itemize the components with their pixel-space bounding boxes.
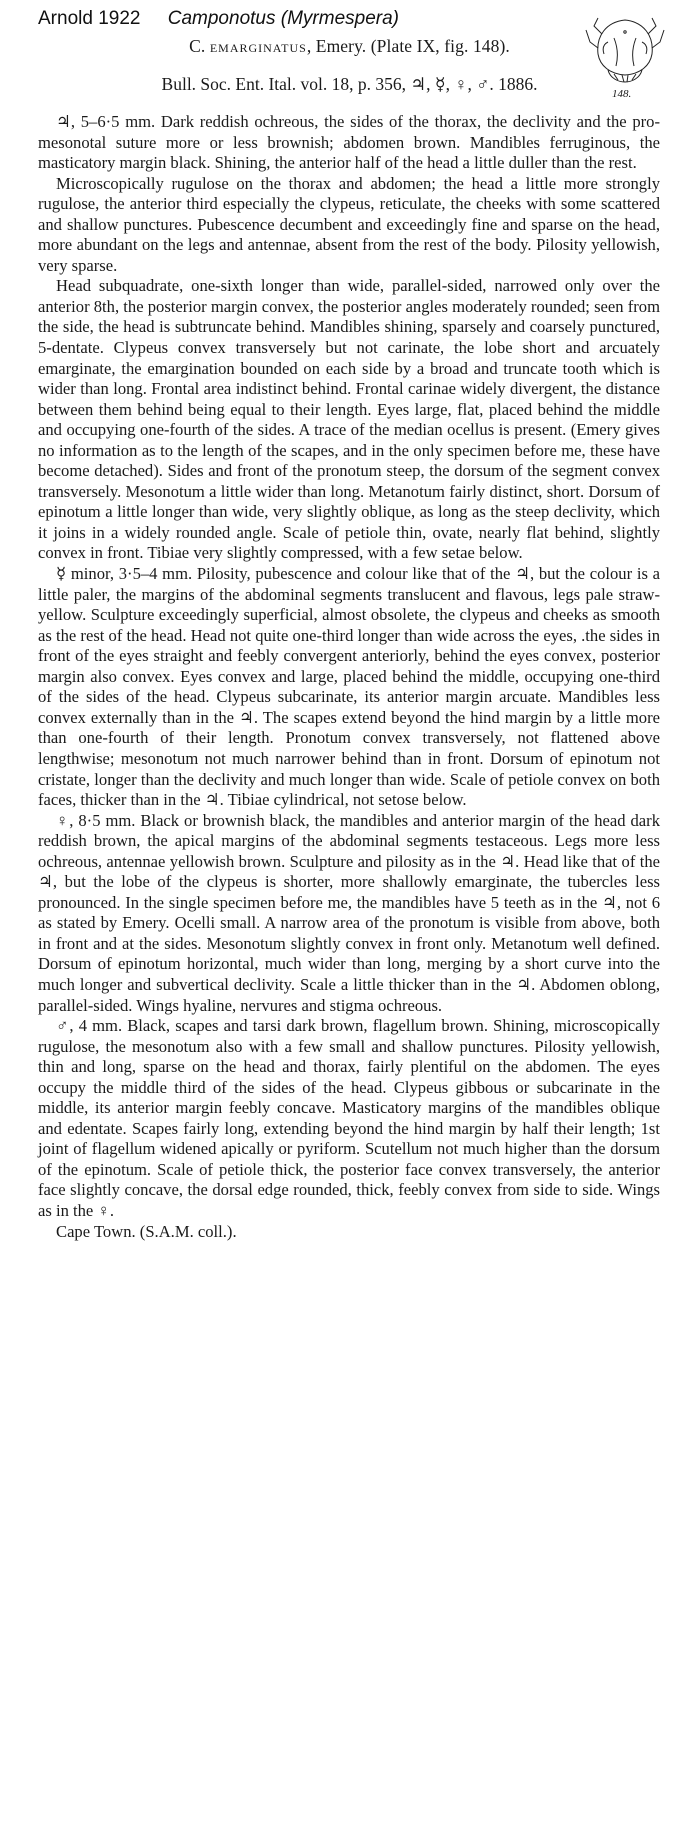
- genus-abbrev: C.: [189, 36, 206, 56]
- genus-subgenus: Camponotus (Myrmespera): [167, 8, 399, 29]
- worker-paragraph: ☿ minor, 3·5–4 mm. Pilosity, pubescence and colour like that of the ♃, but the colour is a little paler, the margins of the abdominal segments translucent and flavous, legs pale straw-yellow. Sculpture exceedingly superficial, almost obsolete, the clypeus and cheeks as smooth as the rest of the head. Head not quite one-third longer than wide across the eyes, .the sides in front of the eyes straight and feebly convergent anteriorly, behind the eyes convex, posterior margin also convex. Eyes convex and large, placed behind the middle, occupying one-third of the sides of the head. Clypeus subcarinate, its anterior margin arcuate. Mandibles less convex externally than in the ♃. The scapes extend beyond the hind margin by a little more than one-fourth of their length. Pronotum convex transversely, not flattened above lengthwise; mesonotum not much narrower behind than in front. Dorsum of epinotum not cristate, longer than the declivity and much longer than wide. Scale of petiole convex on both faces, thicker than in the ♃. Tibiae cylindrical, not setose below.: [38, 564, 660, 810]
- description-body: [38, 112, 660, 1242]
- species-authority: , Emery.: [306, 36, 367, 56]
- author-year: Arnold 1922: [38, 8, 141, 29]
- female-paragraph: ♀, 8·5 mm. Black or brownish black, the mandibles and anterior margin of the head dark reddish brown, the apical margins of the abdominal segments testaceous. Legs more less ochreous, antennae yellowish brown. Sculpture and pilosity as in the ♃. Head like that of the ♃, but the lobe of the clypeus is shorter, more shallowly emarginate, the tubercles less pronounced. In the single specimen before me, the mandibles have 5 teeth as in the ♃, not 6 as stated by Emery. Ocelli small. A narrow area of the pronotum is visible from above, both in front and at the sides. Mesonotum slightly convex in front only. Metanotum well defined. Dorsum of epinotum horizontal, much wider than long, merging by a short curve into the much longer and subvertical declivity. Scale a little thicker than in the ♃. Abdomen oblong, parallel-sided. Wings hyaline, nervures and stigma ochreous.: [38, 810, 660, 1015]
- bibliographic-citation: Bull. Soc. Ent. Ital. vol. 18, p. 356, ♃, ☿, ♀, ♂. 1886.: [161, 74, 538, 94]
- figure-148: [584, 8, 666, 104]
- locality-line: Cape Town. (S.A.M. coll.).: [56, 1221, 237, 1241]
- running-header: [38, 8, 399, 30]
- ant-head-drawing-icon: [584, 8, 666, 88]
- soldier-paragraph-intro: ♃, 5–6·5 mm. Dark reddish ochreous, the sides of the thorax, the declivity and the pro-mesonotal suture more or less brownish; abdomen brown. Mandibles ferruginous, the masticatory margin black. Shining, the anterior half of the head a little duller than the rest.: [38, 112, 660, 173]
- soldier-paragraph-sculpture: Microscopically rugulose on the thorax and abdomen; the head a little more strongly rugulose, the anterior third especially the clypeus, reticulate, the cheeks with some scattered and shallow punctures. Pubescence decumbent and exceedingly fine and sparse on the head, more abundant on the legs and antennae, absent from the rest of the body. Pilosity yellowish, very sparse.: [38, 173, 660, 275]
- figure-number: 148.: [612, 88, 632, 100]
- plate-reference: (Plate IX, fig. 148).: [370, 36, 510, 56]
- male-paragraph: ♂, 4 mm. Black, scapes and tarsi dark brown, flagellum brown. Shining, microscopically rugulose, the mesonotum also with a few small and shallow punctures. Pilosity yellowish, thin and long, sparse on the head and thorax, fairly plentiful on the abdomen. The eyes occupy the middle third of the sides of the head. Clypeus gibbous or subcarinate in the middle, its anterior margin feebly concave. Masticatory margins of the mandibles oblique and edentate. Scapes fairly long, extending beyond the hind margin by half their length; 1st joint of flagellum widened apically or pyriform. Scutellum not much higher than the dorsum of the epinotum. Scale of petiole thick, the posterior face convex transversely, the anterior face slightly concave, the dorsal edge rounded, thick, feebly convex from side to side. Wings as in the ♀.: [38, 1016, 660, 1220]
- species-name: emarginatus: [209, 36, 307, 56]
- soldier-paragraph-head: Head subquadrate, one-sixth longer than wide, parallel-sided, narrowed only over the anterior 8th, the posterior margin convex, the posterior angles moderately rounded; seen from the side, the head is subtruncate behind. Mandibles shining, sparsely and coarsely punctured, 5-dentate. Clypeus convex transversely but not carinate, the lobe short and arcuately emarginate, the emargination bounded on each side by a broad and truncate tooth which is wider than long. Frontal area indistinct behind. Frontal carinae widely divergent, the distance between them behind being equal to their length. Eyes large, flat, placed behind the middle and occupying one-fourth of the sides. A trace of the median ocellus is present. (Emery gives no information as to the length of the scapes, and in the only specimen before me, these have become detached). Sides and front of the pronotum steep, the dorsum of the segment convex transversely. Mesonotum a little wider than long. Metanotum fairly distinct, short. Dorsum of epinotum a little longer than wide, very slightly oblique, as long as the steep declivity, which it joins in a widely rounded angle. Scale of petiole thin, ovate, nearly flat behind, slightly convex in front. Tibiae very slightly compressed, with a few setae below.: [38, 276, 660, 563]
